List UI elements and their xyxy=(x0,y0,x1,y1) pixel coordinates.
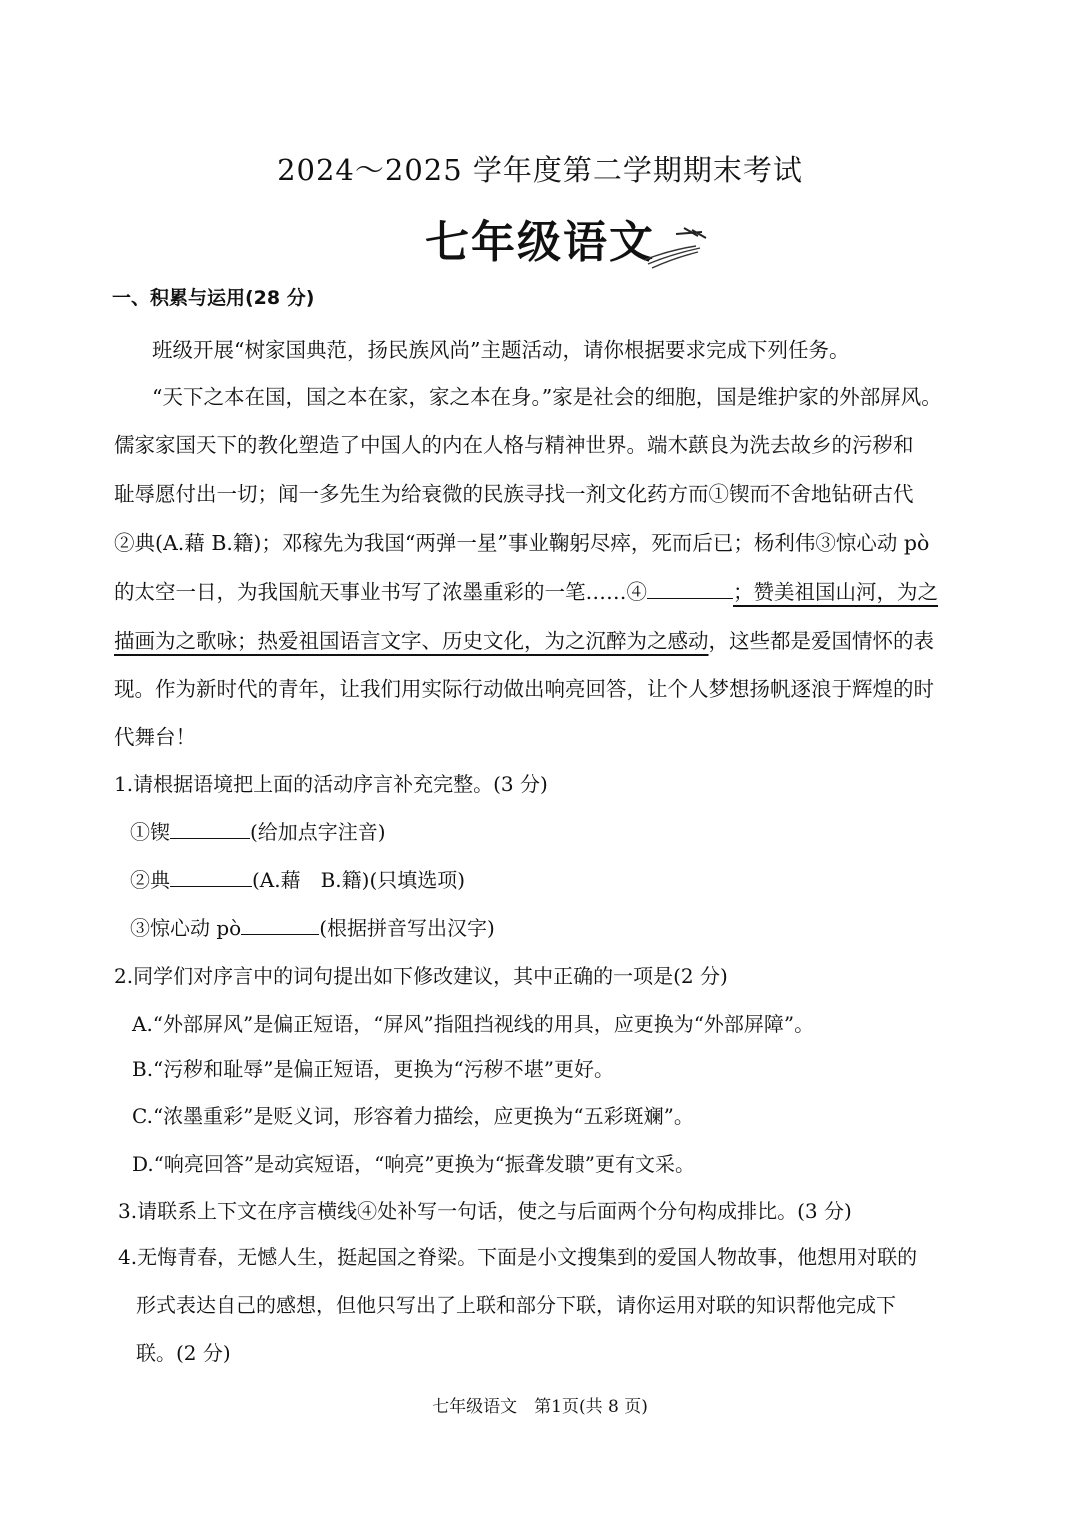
passage-line-5 xyxy=(114,575,938,605)
question-1-item-2 xyxy=(130,864,465,893)
q1-item2-suffix: (A.藉 B.籍)(只填选项) xyxy=(252,868,466,892)
intro-paragraph: 班级开展“树家国典范，扬民族风尚”主题活动，请你根据要求完成下列任务。 xyxy=(152,338,850,362)
handwritten-scribble xyxy=(640,212,720,282)
passage-line-3: 耻辱愿付出一切；闻一多先生为给衰微的民族寻找一剂文化药方而①锲而不舍地钻研古代 xyxy=(114,482,914,506)
passage-line-6-underlined: 描画为之歌咏；热爱祖国语言文字、历史文化，为之沉醉为之感动 xyxy=(114,629,709,653)
question-3-stem: 3.请联系上下文在序言横线④处补写一句话，使之与后面两个分句构成排比。(3 分) xyxy=(118,1199,852,1223)
page-footer: 七年级语文 第1页(共 8 页) xyxy=(432,1397,648,1417)
passage-line-8: 代舞台！ xyxy=(114,725,196,749)
passage-line-7: 现。作为新时代的青年，让我们用实际行动做出响亮回答，让个人梦想扬帆逐浪于辉煌的时 xyxy=(114,677,934,701)
passage-line-4: ②典(A.藉 B.籍)；邓稼先为我国“两弹一星”事业鞠躬尽瘁，死而后已；杨利伟③惊心动 pò xyxy=(114,531,930,555)
question-4-stem-line-1: 4.无悔青春，无憾人生，挺起国之脊梁。下面是小文搜集到的爱国人物故事，他想用对联的 xyxy=(118,1245,918,1269)
passage-line-6 xyxy=(114,624,934,654)
q1-blank-3[interactable] xyxy=(241,914,319,935)
passage-line-5-tail: ；赞美祖国山河，为之 xyxy=(733,580,938,604)
question-1-item-1 xyxy=(130,816,386,845)
q1-item1-suffix: (给加点字注音) xyxy=(250,820,386,844)
q2-option-b: B.“污秽和耻辱”是偏正短语，更换为“污秽不堪”更好。 xyxy=(132,1057,614,1081)
q1-item3-prefix: ③惊心动 pò xyxy=(130,916,242,940)
q2-option-a: A.“外部屏风”是偏正短语，“屏风”指阻挡视线的用具，应更换为“外部屏障”。 xyxy=(132,1012,815,1036)
q1-item2-prefix: ②典 xyxy=(130,868,170,892)
q2-option-c: C.“浓墨重彩”是贬义词，形容着力描绘，应更换为“五彩斑斓”。 xyxy=(132,1104,694,1128)
q1-blank-1[interactable] xyxy=(170,818,250,839)
passage-line-5-text: 的太空一日，为我国航天事业书写了浓墨重彩的一笔……④ xyxy=(114,580,647,604)
exam-title: 2024～2025 学年度第二学期期末考试 xyxy=(277,153,803,187)
passage-line-6-tail: ，这些都是爱国情怀的表 xyxy=(708,629,934,653)
q2-option-d: D.“响亮回答”是动宾短语，“响亮”更换为“振聋发聩”更有文采。 xyxy=(132,1152,696,1176)
question-4-stem-line-2: 形式表达自己的感想，但他只写出了上联和部分下联，请你运用对联的知识帮他完成下 xyxy=(136,1293,896,1317)
section-heading: 一、积累与运用(28 分) xyxy=(112,287,315,309)
q1-item3-suffix: (根据拼音写出汉字) xyxy=(319,916,495,940)
passage-line-2: 儒家家国天下的教化塑造了中国人的内在人格与精神世界。端木蕻良为洗去故乡的污秽和 xyxy=(114,433,914,457)
subject-title: 七年级语文 xyxy=(425,217,655,268)
q1-item1-prefix: ①锲 xyxy=(130,820,170,844)
passage-line-1: “天下之本在国，国之本在家，家之本在身。”家是社会的细胞，国是维护家的外部屏风。 xyxy=(152,385,942,409)
question-2-stem: 2.同学们对序言中的词句提出如下修改建议，其中正确的一项是(2 分) xyxy=(114,964,728,988)
q1-blank-2[interactable] xyxy=(170,866,252,887)
question-1-item-3 xyxy=(130,912,495,941)
question-4-stem-line-3: 联。(2 分) xyxy=(136,1341,231,1365)
question-1-stem: 1.请根据语境把上面的活动序言补充完整。(3 分) xyxy=(114,772,548,796)
blank-4 xyxy=(647,578,733,599)
